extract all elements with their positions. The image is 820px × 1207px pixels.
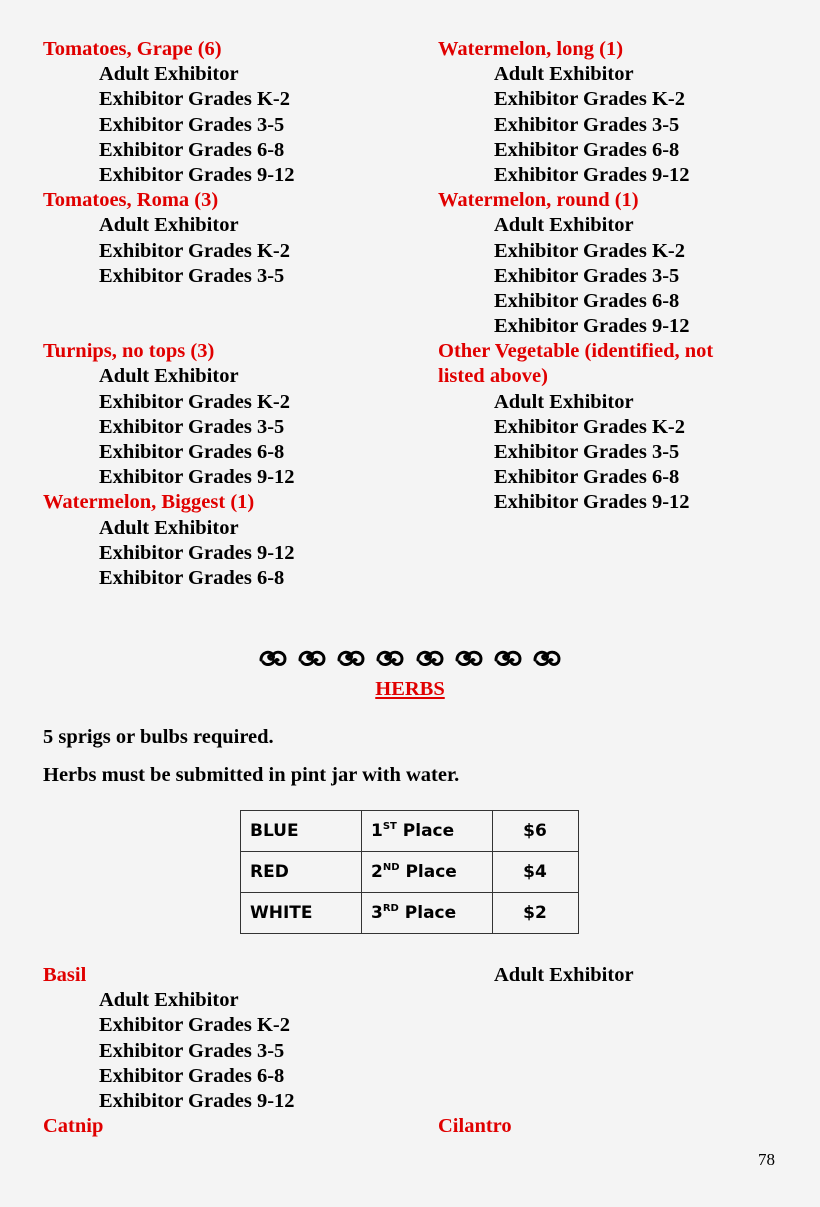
exhibitor-class: Exhibitor Grades 9-12	[494, 491, 690, 514]
exhibitor-class: Exhibitor Grades K-2	[494, 415, 685, 438]
basil-section	[43, 963, 423, 1114]
category-title-basil: Basil	[43, 964, 87, 986]
decorative-wave-divider-icon	[297, 647, 327, 669]
place-suffix: ND	[382, 862, 400, 873]
exhibitor-class: Adult Exhibitor	[99, 989, 239, 1012]
exhibitor-class: Exhibitor Grades 9-12	[99, 1089, 295, 1112]
left-column	[43, 37, 423, 591]
place-number: 3	[371, 903, 383, 923]
exhibitor-class: Exhibitor Grades 3-5	[99, 113, 285, 136]
spacer	[43, 289, 423, 339]
exhibitor-class: Exhibitor Grades 3-5	[494, 113, 680, 136]
category-title-catnip: Catnip	[43, 1115, 104, 1137]
adult-exhibitor-line: Adult Exhibitor	[494, 964, 634, 986]
decorative-wave-divider-icon	[454, 647, 484, 669]
category-title: Tomatoes, Grape (6)	[43, 38, 222, 60]
exhibitor-class: Adult Exhibitor	[99, 63, 239, 86]
herbs-note-sprigs: 5 sprigs or bulbs required.	[43, 726, 274, 748]
exhibitor-class: Exhibitor Grades K-2	[99, 239, 290, 262]
decorative-wave-divider-icon	[336, 647, 366, 669]
exhibitor-class: Adult Exhibitor	[99, 516, 239, 539]
exhibitor-class: Adult Exhibitor	[494, 63, 634, 86]
exhibitor-class: Exhibitor Grades 6-8	[494, 466, 680, 489]
decorative-wave-divider-icon	[258, 647, 288, 669]
exhibitor-class: Exhibitor Grades 6-8	[99, 566, 285, 589]
exhibitor-class: Exhibitor Grades 3-5	[99, 1039, 285, 1062]
exhibitor-class: Adult Exhibitor	[99, 214, 239, 237]
category-title: Watermelon, round (1)	[438, 189, 639, 212]
exhibitor-class: Exhibitor Grades 9-12	[99, 163, 295, 186]
exhibitor-class: Adult Exhibitor	[494, 390, 634, 413]
category-title: Watermelon, long (1)	[438, 38, 624, 60]
category-title: Other Vegetable (identified, not	[438, 340, 714, 363]
right-column	[438, 37, 798, 516]
place-label	[362, 811, 493, 852]
page-number: 78	[758, 1150, 775, 1169]
exhibitor-class: Exhibitor Grades 6-8	[494, 289, 680, 312]
prize-row	[241, 852, 579, 893]
prize-row	[241, 811, 579, 852]
decorative-wave-divider-icon	[375, 647, 405, 669]
exhibitor-class: Exhibitor Grades K-2	[99, 88, 290, 111]
herbs-heading: HERBS	[375, 678, 445, 700]
exhibitor-class: Exhibitor Grades K-2	[99, 1014, 290, 1037]
prize-amount: $2	[493, 893, 579, 934]
ribbon-color: RED	[241, 852, 362, 893]
exhibitor-class: Exhibitor Grades 9-12	[99, 541, 295, 564]
place-suffix: ST	[382, 821, 397, 832]
exhibitor-class: Exhibitor Grades 3-5	[494, 441, 680, 463]
place-word: Place	[405, 862, 457, 882]
prize-row	[241, 893, 579, 934]
exhibitor-class: Exhibitor Grades 9-12	[494, 315, 690, 338]
decorative-wave-divider-icon	[532, 647, 562, 669]
place-word: Place	[402, 821, 455, 841]
exhibitor-class: Exhibitor Grades 6-8	[99, 441, 285, 464]
exhibitor-class: Adult Exhibitor	[494, 214, 634, 237]
exhibitor-class: Exhibitor Grades 6-8	[99, 138, 285, 161]
category-title: Watermelon, Biggest (1)	[43, 491, 255, 514]
place-number: 2	[371, 862, 383, 882]
category-title-cilantro: Cilantro	[438, 1115, 512, 1137]
exhibitor-class: Exhibitor Grades 3-5	[494, 264, 680, 287]
ornament-divider	[258, 645, 562, 671]
exhibitor-class: Exhibitor Grades 3-5	[99, 264, 285, 287]
exhibitor-class: Exhibitor Grades 6-8	[99, 1064, 285, 1087]
place-label	[362, 852, 493, 893]
decorative-wave-divider-icon	[415, 647, 445, 669]
place-word: Place	[404, 903, 457, 923]
ribbon-color: BLUE	[241, 811, 362, 852]
place-suffix: RD	[382, 903, 399, 914]
prize-table	[240, 810, 579, 934]
exhibitor-class: Exhibitor Grades 9-12	[494, 163, 690, 186]
herbs-note-jar: Herbs must be submitted in pint jar with water.	[43, 764, 460, 786]
decorative-wave-divider-icon	[493, 647, 523, 669]
category-title: Tomatoes, Roma (3)	[43, 189, 219, 212]
place-number: 1	[371, 821, 383, 841]
ribbon-color: WHITE	[241, 893, 362, 934]
category-title: Turnips, no tops (3)	[43, 340, 215, 363]
place-label	[362, 893, 493, 934]
category-title: listed above)	[438, 365, 548, 388]
exhibitor-class: Exhibitor Grades 6-8	[494, 138, 680, 161]
exhibitor-class: Exhibitor Grades K-2	[494, 239, 685, 262]
exhibitor-class: Exhibitor Grades K-2	[494, 88, 685, 111]
prize-amount: $6	[493, 811, 579, 852]
exhibitor-class: Exhibitor Grades 3-5	[99, 415, 285, 438]
exhibitor-class: Exhibitor Grades K-2	[99, 390, 290, 413]
exhibitor-class: Adult Exhibitor	[99, 365, 239, 388]
exhibitor-class: Exhibitor Grades 9-12	[99, 466, 295, 489]
prize-amount: $4	[493, 852, 579, 893]
